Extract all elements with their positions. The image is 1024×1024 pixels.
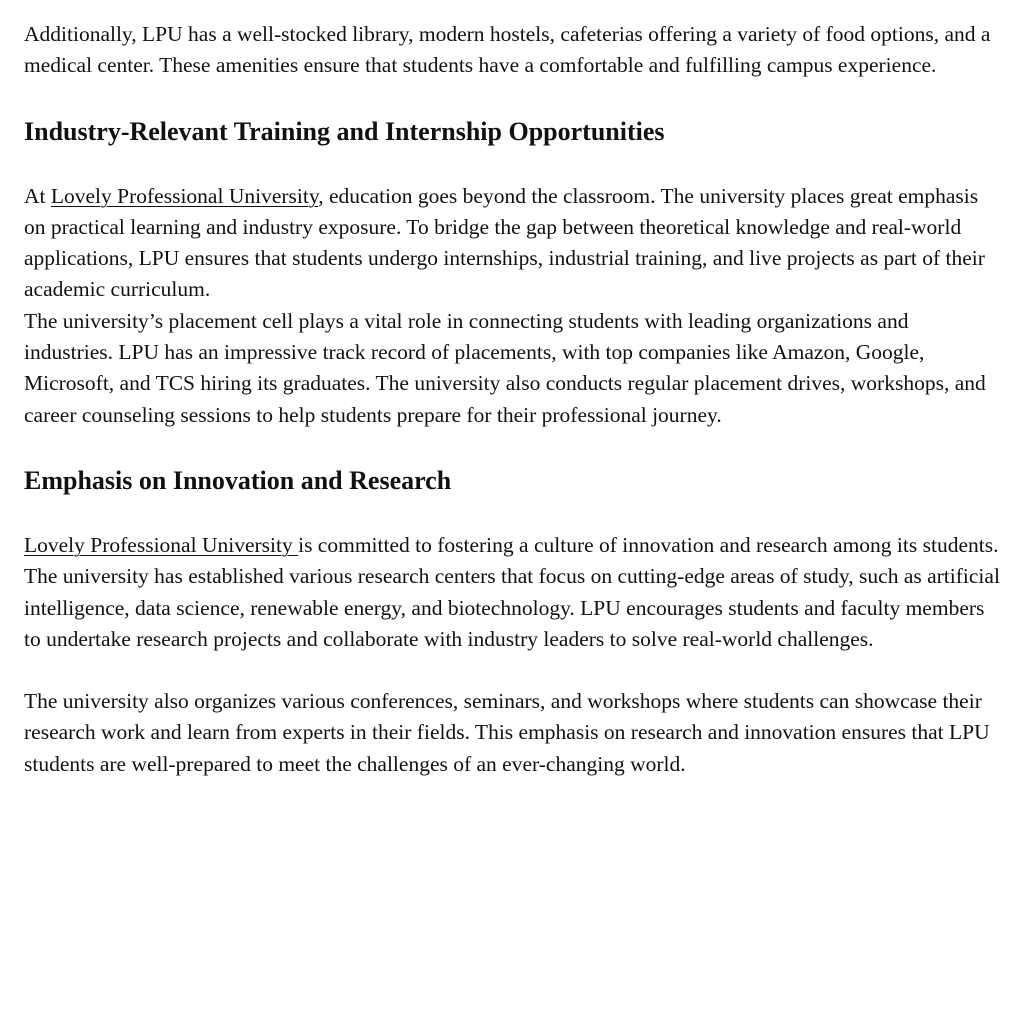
- lpu-link-2[interactable]: Lovely Professional University: [24, 532, 299, 557]
- training-p1-rest: , education goes beyond the classroom. The university places great emphasis on practical learning and industry exposure. To bridge the gap between theoretical knowledge and real-world applications, LPU ensures that students undergo internships, industrial training, and live projects as part of their academic curriculum.: [24, 183, 985, 302]
- heading-innovation-research: Emphasis on Innovation and Research: [24, 465, 452, 495]
- training-p1-prefix: At: [24, 183, 51, 208]
- training-paragraph-2: The university’s placement cell plays a vital role in connecting students with leading organizations and industries. LPU has an impressive track record of placements, with top companies like Amazon, Google, Microsoft, and TCS hiring its graduates. The university also conducts regular placement drives, workshops, and career counseling sessions to help students prepare for their professional journey.: [24, 308, 986, 427]
- research-paragraph-1: [24, 530, 1000, 655]
- research-p1-rest: is committed to fostering a culture of innovation and research among its students. The university has established various research centers that focus on cutting-edge areas of study, such as artificial intelligence, data science, renewable energy, and biotechnology. LPU encourages students and faculty members to undertake research projects and collaborate with industry leaders to solve real-world challenges.: [24, 532, 1000, 651]
- lpu-link-1[interactable]: Lovely Professional University: [50, 183, 319, 208]
- research-paragraph-2: The university also organizes various conferences, seminars, and workshops where students can showcase their research work and learn from experts in their fields. This emphasis on research and innovation ensures that LPU students are well-prepared to meet the challenges of an ever-changing world.: [24, 689, 990, 776]
- intro-paragraph: Additionally, LPU has a well-stocked library, modern hostels, cafeterias offering a variety of food options, and a medical center. These amenities ensure that students have a comfortable and fulfilling campus experience.: [24, 22, 991, 78]
- heading-industry-training: Industry-Relevant Training and Internship Opportunities: [24, 116, 665, 146]
- training-paragraph-1: [24, 181, 1000, 306]
